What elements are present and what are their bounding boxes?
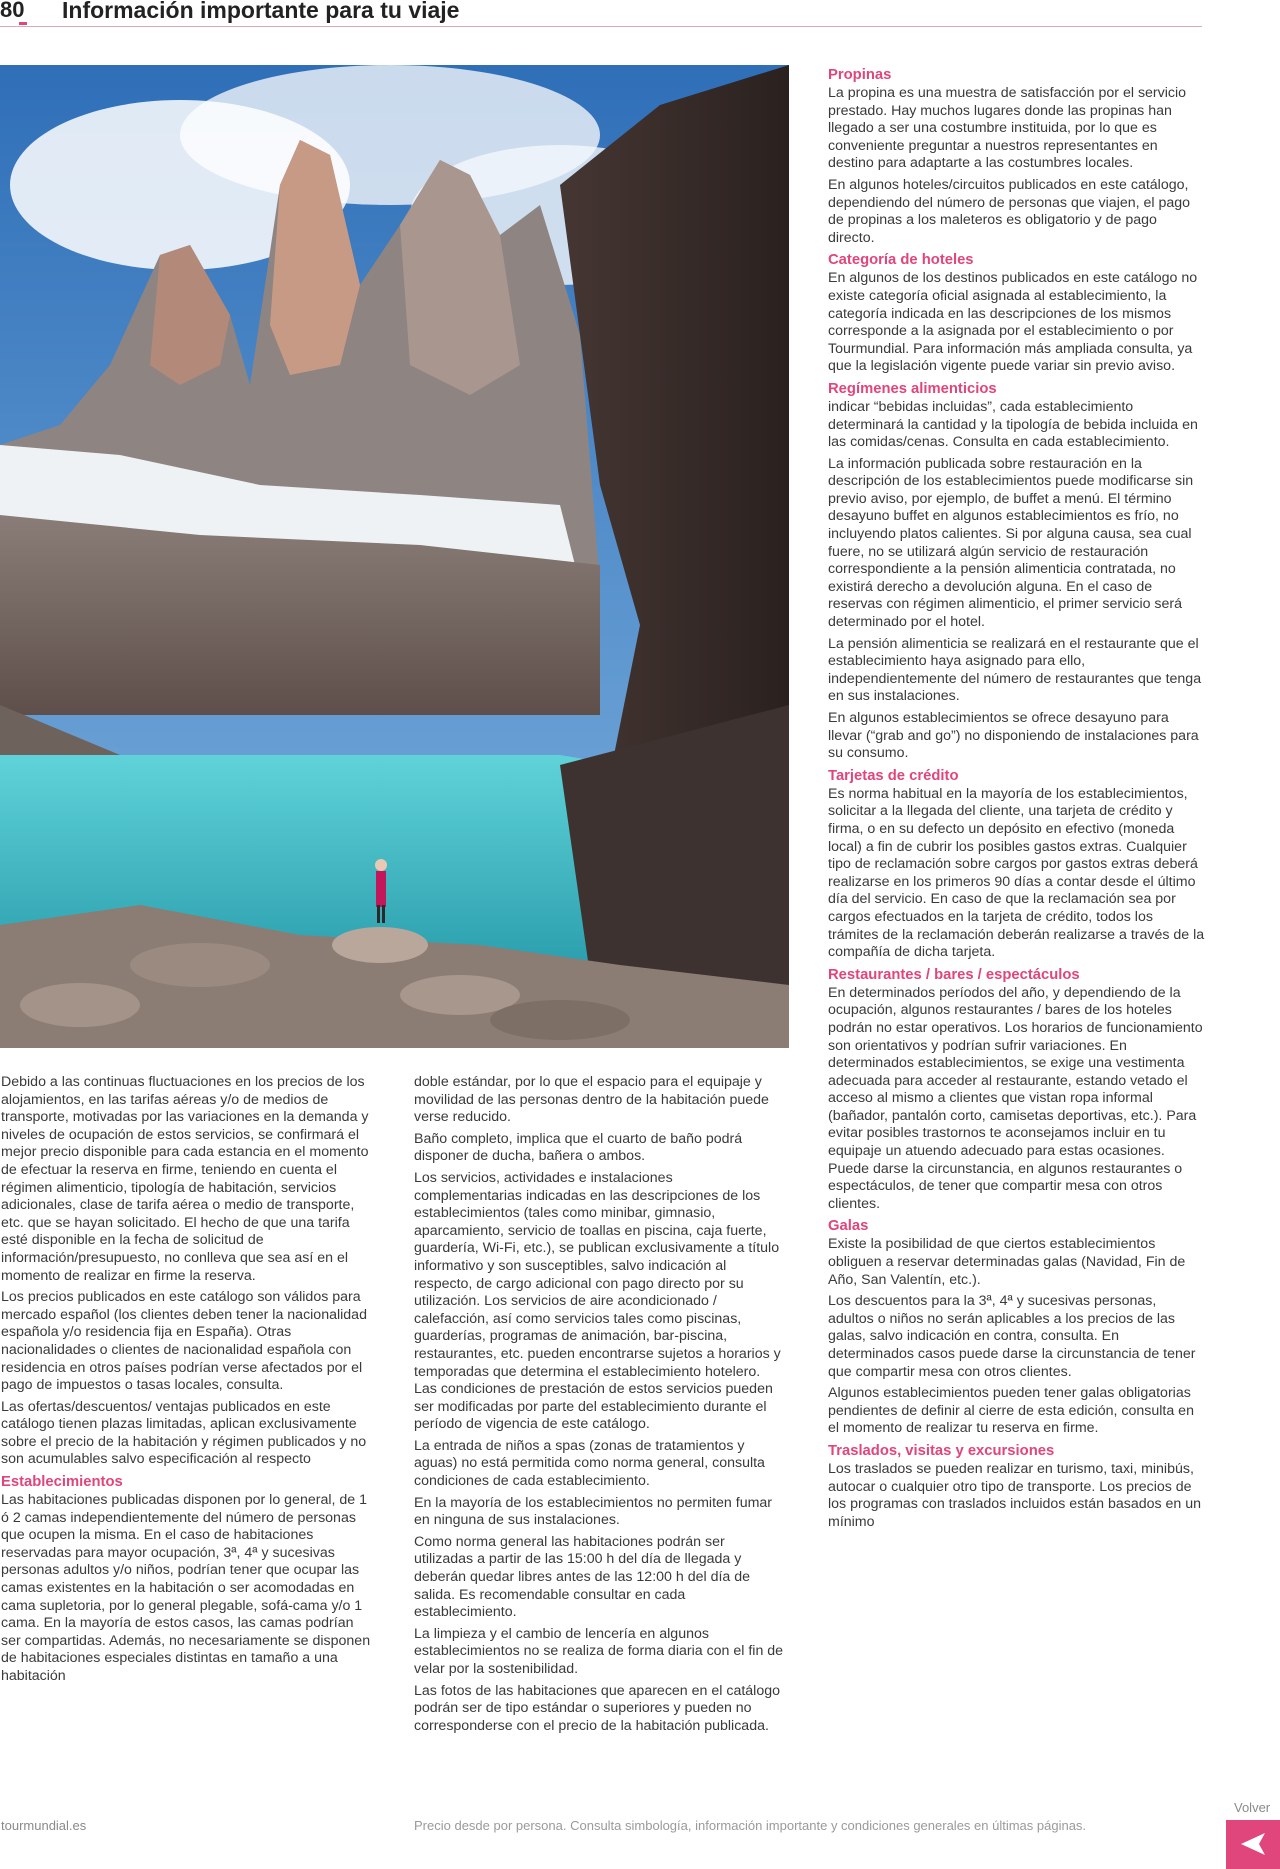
paragraph: Como norma general las habitaciones podrán ser utilizadas a partir de las 15:00 h del día de llegada y deberán quedar libres antes de las 12:00 h del día de salida. Es recomendable consultar en cada establecimiento. [414, 1533, 751, 1621]
paragraph: La limpieza y el cambio de lencería en algunos establecimientos no se realiza de forma diaria con el fin de velar por la sostenibilidad. [414, 1625, 784, 1677]
paragraph: La información publicada sobre restauración en la descripción de los establecimientos puede modificarse sin previo aviso, por ejemplo, de buffet a menú. El término desayuno buffet en algunos establecimientos es frío, no incluyendo platos calientes. Si por alguna causa, sea cual fuere, no se utilizará algún servicio de restauración correspondiente a la pensión alimenticia contratada, no existirá derecho a devolución alguna. En el caso de reservas con régimen alimenticio, el primer servicio será determinado por el hotel. [828, 455, 1194, 631]
back-button[interactable] [1226, 1800, 1280, 1869]
column-right [828, 66, 1206, 1535]
paragraph: En algunos hoteles/circuitos publicados en este catálogo, dependiendo del número de personas que viajen, el pago de propinas a los maleteros es obligatorio y de pago directo. [828, 176, 1191, 246]
section-heading: Establecimientos [1, 1474, 123, 1491]
paragraph: Las ofertas/descuentos/ ventajas publicados en este catálogo tienen plazas limitadas, aplican exclusivamente sobre el precio de la habitación y régimen publicados y no son acumulables salvo especificación al respecto [1, 1398, 367, 1468]
section-heading: Categoría de hoteles [828, 252, 974, 269]
page-number-accent [19, 22, 27, 25]
paragraph: En algunos establecimientos se ofrece desayuno para llevar (“grab and go”) no disponiendo de instalaciones para su consumo. [828, 710, 1199, 762]
section-heading: Tarjetas de crédito [828, 767, 959, 784]
paragraph: Las habitaciones publicadas disponen por lo general, de 1 ó 2 camas independientemente del número de personas que ocupen la misma. En el caso de habitaciones reservadas para mayor ocupación, 3ª, 4ª y sucesivas personas adultos y/o niños, podrían tener que ocupar las camas existentes en la habitación o ser acomodadas en cama supletoria, por lo general plegable, sofá-cama y/o 1 cama. En la mayoría de estos casos, las camas podrían ser compartidas. Además, no necesariamente se disponen de habitaciones especiales distintas en tamaño a una habitación [1, 1492, 371, 1684]
page-number: 80 [0, 0, 25, 22]
footer-note: Precio desde por persona. Consulta simbología, información importante y condiciones generales en últimas páginas. [414, 1818, 1087, 1833]
paragraph: En determinados períodos del año, y dependiendo de la ocupación, algunos restaurantes / bares de los hoteles podrán no estar operativos. Los horarios de funcionamiento son orientativos y podrían sufrir variaciones. En determinados establecimientos, se exige una vestimenta adecuada para acceder al restaurante, estando vetado el acceso al mismo a clientes que vistan ropa informal (bañador, pantalón corto, camisetas deportivas, etc.). Para evitar posibles trastornos te aconsejamos incluir en tu equipaje un atuendo adecuado para estas ocasiones. Puede darse la circunstancia, en algunos restaurantes o espectáculos, de tener que compartir mesa con otros clientes. [828, 984, 1203, 1212]
mountain-lake-photo [0, 65, 789, 1048]
paragraph: Los precios publicados en este catálogo son válidos para mercado español (los clientes deben tener la nacionalidad española y/o residencia fija en España). Otras nacionalidades o clientes de nacionalidad española con residencia en otros países podrían verse afectados por el pago de impuestos o tasas locales, consulta. [1, 1289, 367, 1394]
footer-site[interactable]: tourmundial.es [1, 1818, 87, 1833]
page-header [0, 0, 1202, 27]
paragraph: Los traslados se pueden realizar en turismo, taxi, minibús, autocar o cualquier otro tipo de transporte. Los precios de los programas con traslados incluidos están basados en un mínimo [828, 1460, 1202, 1530]
paragraph: Existe la posibilidad de que ciertos establecimientos obliguen a reservar determinadas galas (Navidad, Fin de Año, San Valentín, etc.). [828, 1236, 1186, 1288]
paragraph: En algunos de los destinos publicados en este catálogo no existe categoría oficial asignada al establecimiento, la categoría indicada en las descripciones de los mismos corresponde a la asignada por el establecimiento o por Tourmundial. Para información más ampliada consulta, ya que la legislación vigente puede variar sin previo aviso. [828, 270, 1198, 375]
paragraph: La entrada de niños a spas (zonas de tratamientos y aguas) no está permitida como norma general, consulta condiciones de cada establecimiento. [414, 1437, 765, 1490]
column-middle [414, 1074, 784, 1739]
section-heading: Restaurantes / bares / espectáculos [828, 966, 1080, 983]
back-arrow-icon [1239, 1831, 1267, 1857]
paragraph: Es norma habitual en la mayoría de los establecimientos, solicitar a la llegada del cliente, una tarjeta de crédito y firma, o en su defecto un depósito en efectivo (moneda local) a fin de cubrir los posibles gastos extras. Cualquier tipo de reclamación sobre cargos por gastos extras deberá realizarse en los primeros 90 días a contar desde el último día del servicio. En caso de que la reclamación sea por cargos efectuados en la tarjeta de crédito, todos los trámites de la reclamación deberán realizarse a través de la compañía de dicha tarjeta. [828, 785, 1205, 961]
paragraph: Baño completo, implica que el cuarto de baño podrá disponer de ducha, bañera o ambos. [414, 1130, 743, 1165]
page-title: Información importante para tu viaje [62, 0, 460, 23]
paragraph: Las fotos de las habitaciones que aparecen en el catálogo podrán ser de tipo estándar o superiores y pueden no corresponderse con el precio de la habitación publicada. [414, 1682, 780, 1734]
section-heading: Galas [828, 1218, 869, 1235]
section-heading: Regímenes alimenticios [828, 380, 997, 397]
paragraph: indicar “bebidas incluidas”, cada establecimiento determinará la cantidad y la tipología de bebida incluida en las comidas/cenas. Consulta en cada establecimiento. [828, 398, 1198, 451]
paragraph: doble estándar, por lo que el espacio para el equipaje y movilidad de las personas dentro de la habitación puede verse reducido. [414, 1074, 769, 1126]
paragraph: La pensión alimenticia se realizará en el restaurante que el establecimiento haya asignado para ello, independientemente del número de restaurantes que tenga en sus instalaciones. [828, 635, 1202, 705]
paragraph: En la mayoría de los establecimientos no permiten fumar en ninguna de sus instalaciones. [414, 1494, 773, 1529]
paragraph: Debido a las continuas fluctuaciones en los precios de los alojamientos, en las tarifas aéreas y/o de medios de transporte, motivadas por las variaciones en la demanda y niveles de ocupación de estos servicios, se confirmará el mejor precio disponible para cada estancia en el momento de efectuar la reserva en firme, teniendo en cuenta el régimen alimenticio, tipología de habitación, servicios adicionales, clase de tarifa aérea o medio de transporte, etc. que se hayan solicitado. El hecho de que una tarifa esté disponible en la fecha de solicitud de información/presupuesto, no conlleva que sea así en el momento de realizar en firme la reserva. [1, 1074, 369, 1284]
section-heading: Propinas [828, 67, 892, 83]
paragraph: La propina es una muestra de satisfacción por el servicio prestado. Hay muchos lugares donde las propinas han llegado a ser una costumbre instituida, por lo que es conveniente preguntar a nuestros representantes en destino para adaptarte a las costumbres locales. [828, 85, 1187, 172]
column-left [1, 1074, 371, 1690]
paragraph: Algunos establecimientos pueden tener galas obligatorias pendientes de definir al cierre de esta edición, consulta en el momento de realizar tu reserva en firme. [828, 1385, 1194, 1437]
back-label: Volver [1234, 1800, 1271, 1815]
paragraph: Los descuentos para la 3ª, 4ª y sucesivas personas, adultos o niños no serán aplicables a los precios de las galas, salvo indicación en contra, consulta. En determinados casos puede darse la circunstancia de tener que compartir mesa con otros clientes. [828, 1293, 1196, 1380]
back-button-box[interactable] [1226, 1820, 1280, 1869]
section-heading: Traslados, visitas y excursiones [828, 1442, 1055, 1459]
paragraph: Los servicios, actividades e instalaciones complementarias indicadas en las descripciones de los establecimientos (tales como minibar, gimnasio, aparcamiento, servicio de toallas en piscina, caja fuerte, guardería, Wi-Fi, etc.), se publican exclusivamente a título informativo y son susceptibles, salvo indicación al respecto, de cargo adicional con pago directo por su utilización. Los servicios de aire acondicionado / calefacción, así como servicios tales como piscinas, guarderías, programas de animación, bar-piscina, restaurantes, etc. pueden encontrarse sujetos a horarios y temporadas que determina el establecimiento hotelero. Las condiciones de prestación de estos servicios pueden ser modificadas por parte del establecimiento durante el período de vigencia de este catálogo. [414, 1169, 781, 1433]
